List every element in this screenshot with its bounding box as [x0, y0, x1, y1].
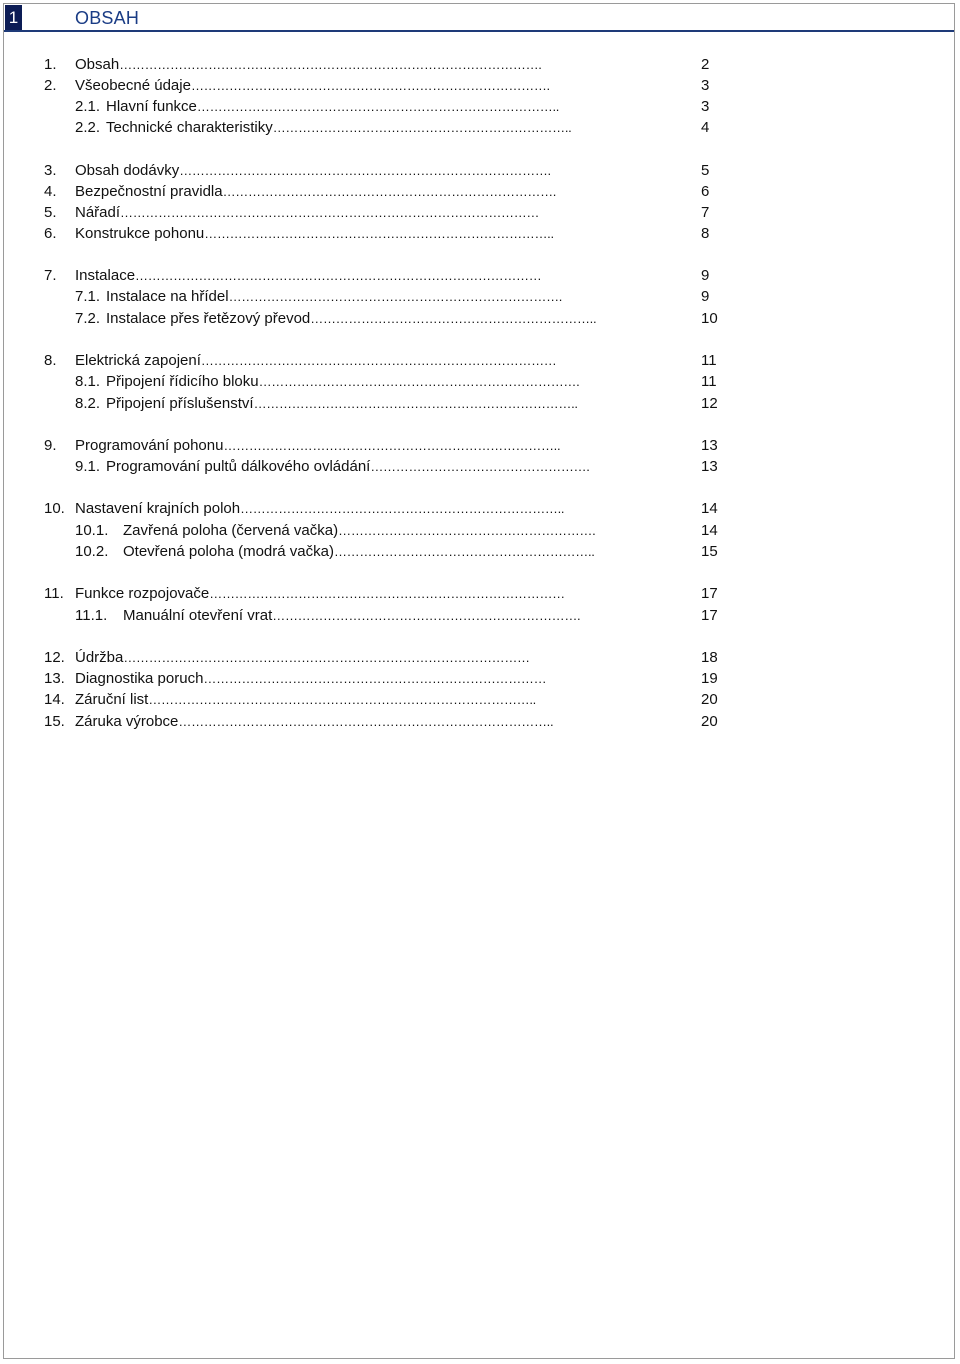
toc-label: Bezpečnostní pravidla	[75, 183, 223, 200]
toc-leader-dots: ……………………………………………………………………………………	[123, 650, 530, 665]
toc-page-number: 6	[701, 183, 710, 200]
toc-line[interactable]	[0, 182, 760, 202]
toc-line[interactable]	[0, 394, 760, 414]
toc-number: 8.	[44, 352, 57, 369]
toc-number: 2.	[44, 77, 57, 94]
toc-label: Manuální otevření vrat	[123, 607, 273, 624]
toc-leader-dots: ……………………………………………………………………………………….	[119, 57, 542, 72]
toc-entry	[75, 203, 683, 223]
toc-leader-dots: …………………………………………………………………..	[253, 396, 578, 411]
toc-subnumber: 7.2.	[75, 310, 101, 327]
toc-subnumber: 2.1.	[75, 98, 101, 115]
toc-number: 4.	[44, 183, 57, 200]
toc-label: Hlavní funkce	[106, 98, 197, 115]
toc-page-number: 20	[701, 713, 718, 730]
toc-number: 14.	[44, 691, 65, 708]
toc-leader-dots: ……………………………………………………..	[333, 544, 595, 559]
toc-subnumber: 10.2.	[75, 543, 109, 560]
toc-page-number: 13	[701, 458, 718, 475]
toc-leader-dots: ……………………………………………………………………..	[223, 438, 561, 453]
toc-page-number: 14	[701, 522, 718, 539]
toc-page-number: 13	[701, 437, 718, 454]
toc-leader-dots: ………………………………………………………………………………………	[120, 205, 540, 220]
toc-label: Záruční list	[75, 691, 149, 708]
toc-page-number: 5	[701, 162, 710, 179]
toc-line[interactable]	[0, 351, 760, 371]
toc-line[interactable]	[0, 606, 760, 626]
toc-line[interactable]	[0, 287, 760, 307]
toc-line[interactable]	[0, 203, 760, 223]
toc-leader-dots: …………………………………………………….	[338, 523, 596, 538]
toc-entry	[75, 118, 683, 138]
toc-subnumber: 11.1.	[75, 607, 108, 624]
toc-leader-dots: …………………………………………………………………………	[200, 353, 557, 368]
toc-leader-dots: ……………………………………………………………………………..	[178, 714, 554, 729]
toc-page-number: 17	[701, 585, 718, 602]
toc-leader-dots: …………………………………………….	[370, 459, 590, 474]
toc-line[interactable]	[0, 648, 760, 668]
toc-page-number: 19	[701, 670, 718, 687]
toc-entry	[75, 182, 683, 202]
toc-entry	[75, 76, 683, 96]
toc-line[interactable]	[0, 521, 760, 541]
toc-line[interactable]	[0, 224, 760, 244]
toc-entry	[75, 161, 683, 181]
toc-page-number: 14	[701, 500, 718, 517]
toc-leader-dots: …………………………………………………………………………….	[179, 163, 551, 178]
toc-entry	[75, 309, 683, 329]
toc-line[interactable]	[0, 372, 760, 392]
toc-label: Připojení řídicího bloku	[106, 373, 259, 390]
toc-entry	[75, 669, 683, 689]
toc-entry	[75, 521, 683, 541]
toc-label: Technické charakteristiky	[106, 119, 273, 136]
toc-line[interactable]	[0, 161, 760, 181]
toc-number: 9.	[44, 437, 57, 454]
toc-entry	[75, 499, 683, 519]
toc-page-number: 18	[701, 649, 718, 666]
toc-line[interactable]	[0, 76, 760, 96]
toc-line[interactable]	[0, 542, 760, 562]
toc-line[interactable]	[0, 118, 760, 138]
toc-page-number: 10	[701, 310, 718, 327]
toc-line[interactable]	[0, 97, 760, 117]
toc-entry	[75, 457, 683, 477]
toc-page-number: 2	[701, 56, 710, 73]
toc-leader-dots: …………………………………………………………………….	[228, 289, 563, 304]
toc-page-number: 9	[701, 288, 710, 305]
toc-subnumber: 10.1.	[75, 522, 109, 539]
toc-number: 7.	[44, 267, 57, 284]
chapter-title: OBSAH	[75, 8, 140, 28]
toc-number: 5.	[44, 204, 57, 221]
toc-number: 1.	[44, 56, 57, 73]
toc-number: 3.	[44, 162, 57, 179]
toc-page-number: 7	[701, 204, 710, 221]
toc-label: Obsah dodávky	[75, 162, 180, 179]
toc-number: 12.	[44, 649, 65, 666]
toc-number: 11.	[44, 585, 64, 602]
toc-number: 6.	[44, 225, 57, 242]
toc-entry	[75, 436, 683, 456]
toc-line[interactable]	[0, 690, 760, 710]
toc-subnumber: 9.1.	[75, 458, 101, 475]
toc-leader-dots: ………………………………………………………………….	[258, 374, 580, 389]
toc-page-number: 17	[701, 607, 718, 624]
toc-label: Programování pultů dálkového ovládání	[106, 458, 371, 475]
toc-entry	[75, 606, 683, 626]
toc-subnumber: 8.1.	[75, 373, 101, 390]
toc-entry	[75, 266, 683, 286]
toc-label: Nastavení krajních poloh	[75, 500, 241, 517]
toc-label: Záruka výrobce	[75, 713, 179, 730]
toc-subnumber: 8.2.	[75, 395, 101, 412]
toc-label: Diagnostika poruch	[75, 670, 204, 687]
toc-leader-dots: ………………………………………………………………………………..	[148, 692, 536, 707]
toc-page-number: 3	[701, 98, 710, 115]
toc-entry	[75, 690, 683, 710]
toc-label: Všeobecné údaje	[75, 77, 191, 94]
toc-line[interactable]	[0, 457, 760, 477]
toc-line[interactable]	[0, 436, 760, 456]
toc-entry	[75, 712, 683, 732]
toc-leader-dots: ………………………………………………………………………	[203, 671, 547, 686]
chapter-header	[4, 4, 954, 32]
toc-entry	[75, 584, 683, 604]
toc-page-number: 11	[701, 373, 717, 390]
toc-page-number: 15	[701, 543, 718, 560]
toc-label: Instalace na hřídel	[106, 288, 229, 305]
toc-leader-dots: …………………………………………………………………..	[240, 501, 565, 516]
toc-page-number: 20	[701, 691, 718, 708]
toc-line[interactable]	[0, 309, 760, 329]
toc-label: Zavřená poloha (červená vačka)	[123, 522, 339, 539]
toc-label: Instalace	[75, 267, 136, 284]
toc-line[interactable]	[0, 499, 760, 519]
toc-line[interactable]	[0, 266, 760, 286]
toc-number: 10.	[44, 500, 65, 517]
toc-label: Instalace přes řetězový převod	[106, 310, 311, 327]
toc-line[interactable]	[0, 55, 760, 75]
toc-subnumber: 2.2.	[75, 119, 101, 136]
toc-entry	[75, 287, 683, 307]
toc-leader-dots: …………………………………………………………………………..	[196, 99, 560, 114]
toc-entry	[75, 351, 683, 371]
toc-page-number: 8	[701, 225, 710, 242]
toc-leader-dots: ……………………………………………………………………………………	[135, 268, 542, 283]
chapter-number: 1	[5, 5, 22, 30]
toc-leader-dots: ……………………………………………………………….	[272, 608, 581, 623]
toc-number: 13.	[44, 670, 65, 687]
toc-leader-dots: …………………………………………………………..	[310, 311, 597, 326]
toc-page-number: 11	[701, 352, 717, 369]
toc-label: Připojení příslušenství	[106, 395, 254, 412]
toc-leader-dots: ………………………………………………………………………….	[190, 78, 550, 93]
toc-page-number: 3	[701, 77, 710, 94]
toc-page-number: 4	[701, 119, 710, 136]
toc-entry	[75, 224, 683, 244]
toc-label: Otevřená poloha (modrá vačka)	[123, 543, 334, 560]
toc-subnumber: 7.1.	[75, 288, 101, 305]
toc-page-number: 9	[701, 267, 710, 284]
toc-entry	[75, 394, 683, 414]
toc-entry	[75, 542, 683, 562]
toc-entry	[75, 372, 683, 392]
toc-label: Konstrukce pohonu	[75, 225, 205, 242]
toc-label: Programování pohonu	[75, 437, 224, 454]
toc-entry	[75, 97, 683, 117]
toc-leader-dots: …………………………………………………………………………	[209, 586, 565, 601]
toc-leader-dots: ………………………………………………………………………..	[204, 226, 554, 241]
toc-leader-dots: …………………………………………………………………….	[222, 184, 557, 199]
toc-entry	[75, 55, 683, 75]
toc-label: Nářadí	[75, 204, 121, 221]
toc-label: Obsah	[75, 56, 120, 73]
toc-line[interactable]	[0, 584, 760, 604]
toc-number: 15.	[44, 713, 65, 730]
toc-leader-dots: ……………………………………………………………..	[272, 120, 572, 135]
toc-line[interactable]	[0, 669, 760, 689]
toc-label: Údržba	[75, 649, 124, 666]
toc-entry	[75, 648, 683, 668]
toc-label: Funkce rozpojovače	[75, 585, 210, 602]
toc-label: Elektrická zapojení	[75, 352, 201, 369]
toc-page-number: 12	[701, 395, 718, 412]
toc-line[interactable]	[0, 712, 760, 732]
